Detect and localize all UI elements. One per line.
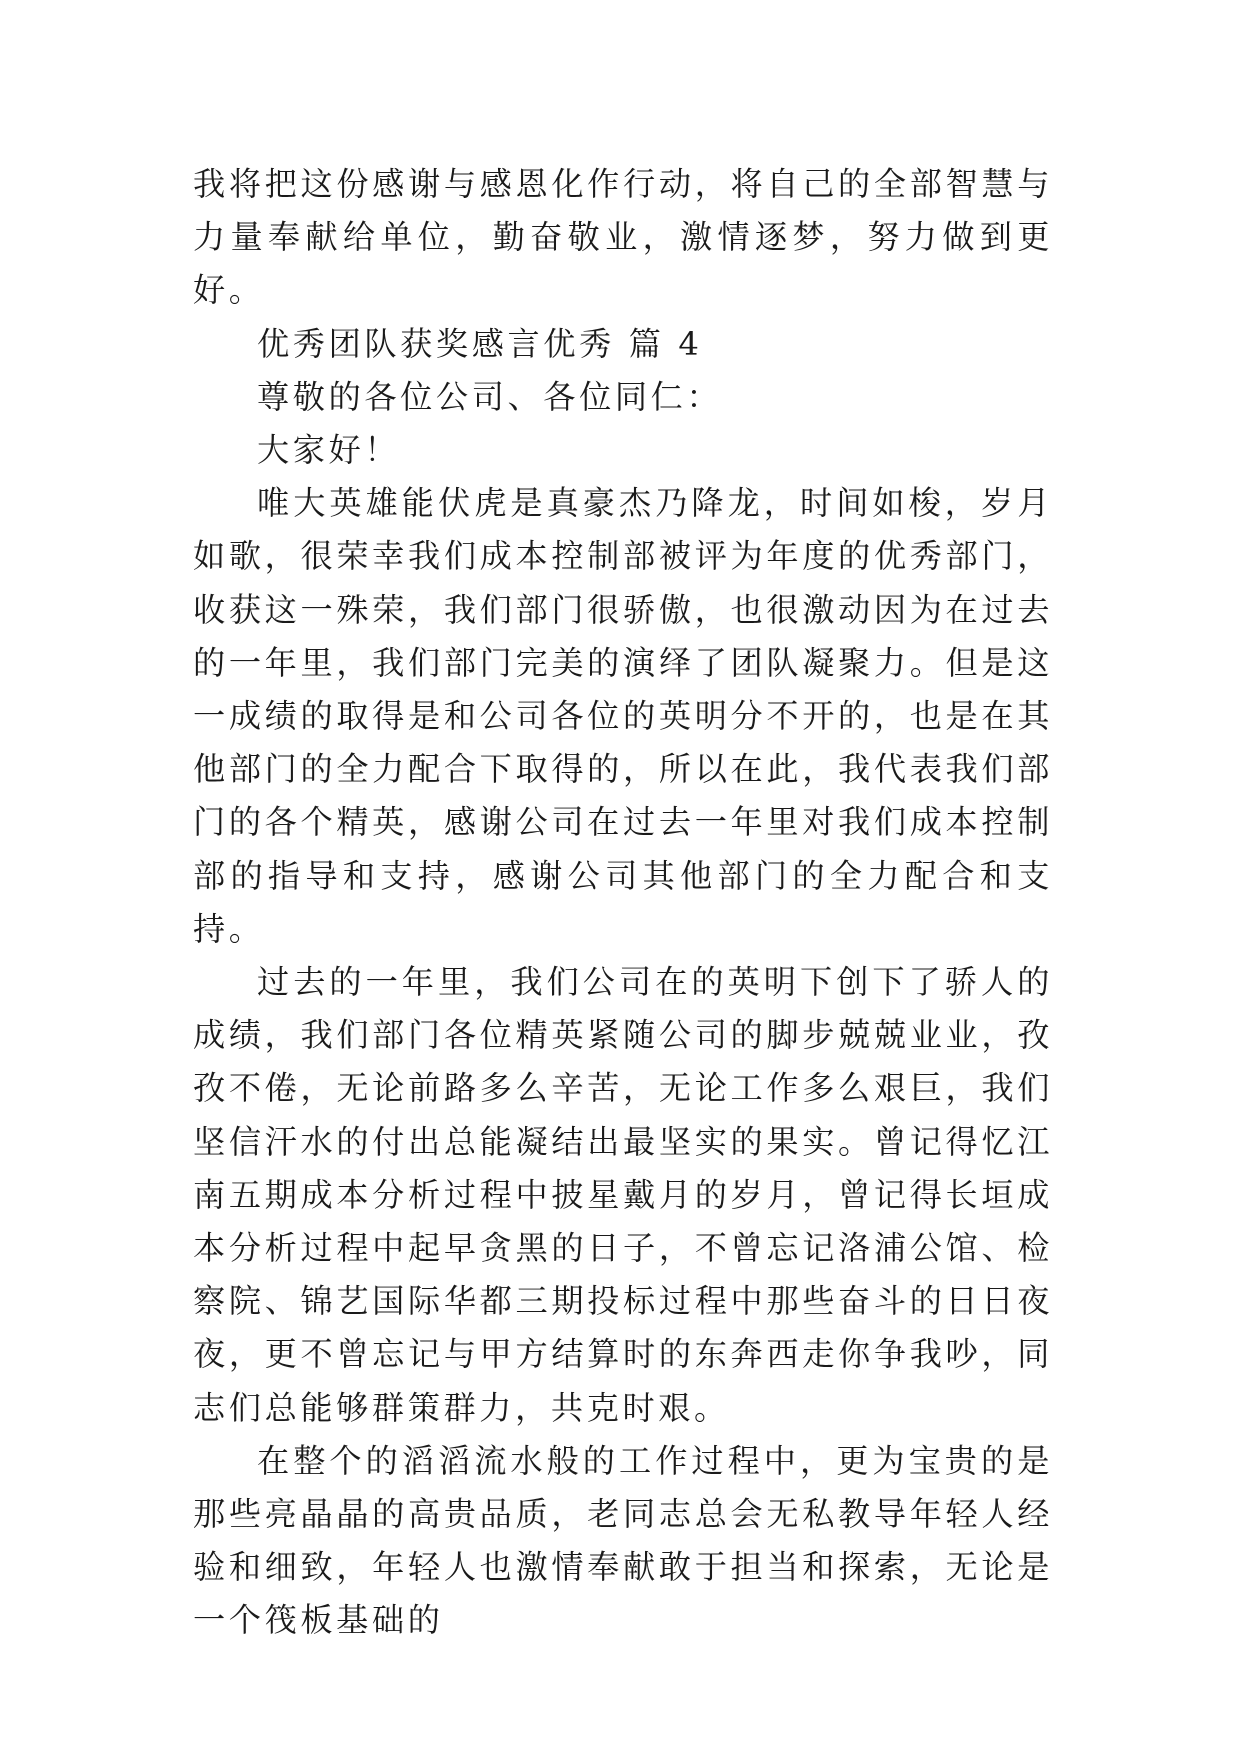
paragraph-3: 在整个的滔滔流水般的工作过程中，更为宝贵的是那些亮晶晶的高贵品质，老同志总会无私教导年轻人经验和细致，年轻人也激情奉献敢于担当和探索，无论是一个筏板基础的 xyxy=(193,1441,1053,1640)
salutation: 尊敬的各位公司、各位同仁： xyxy=(257,377,723,416)
paragraph-continuation: 我将把这份感谢与感恩化作行动，将自己的全部智慧与力量奉献给单位，勤奋敬业，激情逐梦，努力做到更好。 xyxy=(193,165,1053,310)
document-body xyxy=(193,158,1053,1648)
paragraph-1: 唯大英雄能伏虎是真豪杰乃降龙，时间如梭，岁月如歌，很荣幸我们成本控制部被评为年度的优秀部门，收获这一殊荣，我们部门很骄傲，也很激动因为在过去的一年里，我们部门完美的演绎了团队凝聚力。但是这一成绩的取得是和公司各位的英明分不开的，也是在其他部门的全力配合下取得的，所以在此，我代表我们部门的各个精英，感谢公司在过去一年里对我们成本控制部的指导和支持，感谢公司其他部门的全力配合和支持。 xyxy=(193,484,1053,948)
paragraph-2: 过去的一年里，我们公司在的英明下创下了骄人的成绩，我们部门各位精英紧随公司的脚步兢兢业业，孜孜不倦，无论前路多么辛苦，无论工作多么艰巨，我们坚信汗水的付出总能凝结出最坚实的果实。曾记得忆江南五期成本分析过程中披星戴月的岁月，曾记得长垣成本分析过程中起早贪黑的日子，不曾忘记洛浦公馆、检察院、锦艺国际华都三期投标过程中那些奋斗的日日夜夜，更不曾忘记与甲方结算时的东奔西走你争我吵，同志们总能够群策群力，共克时艰。 xyxy=(193,963,1053,1427)
greeting: 大家好！ xyxy=(257,431,401,470)
section-heading: 优秀团队获奖感言优秀 篇 4 xyxy=(257,324,703,363)
